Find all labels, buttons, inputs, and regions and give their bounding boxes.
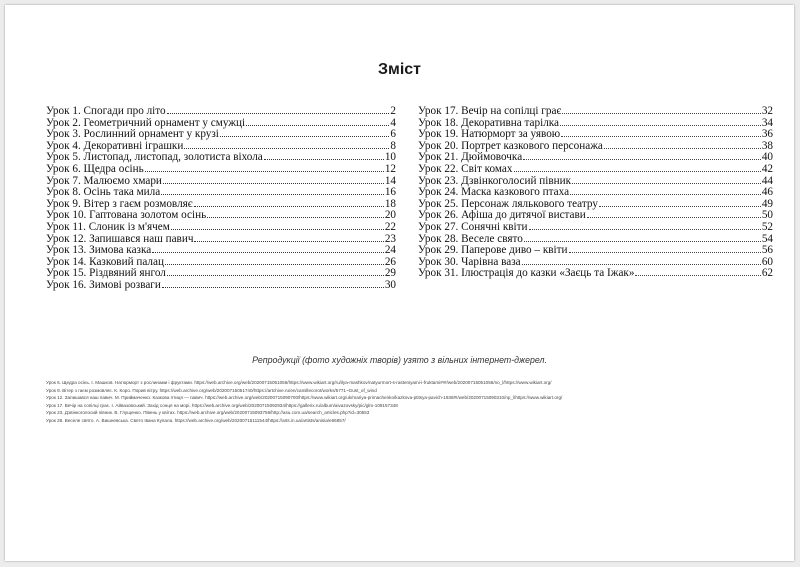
toc-entry[interactable] (418, 176, 773, 188)
dot-leader (246, 124, 389, 126)
toc-entry-label: Урок 19. Натюрморт за уявою (418, 129, 561, 141)
toc-entry-page: 52 (761, 221, 773, 233)
dot-leader (165, 263, 384, 265)
sources-list (46, 379, 766, 425)
dot-leader (572, 182, 761, 184)
toc-entry-label: Урок 23. Дзвінкоголосий півник (418, 175, 572, 187)
toc-entry-label: Урок 15. Різдвяний янгол (46, 268, 166, 280)
toc-entry-page: 18 (384, 198, 396, 210)
toc-right-column (418, 106, 773, 280)
toc-entry[interactable] (418, 199, 773, 211)
dot-leader (145, 170, 384, 172)
toc-entry-label: Урок 4. Декоративні іграшки (46, 140, 184, 152)
toc-entry-label: Урок 18. Декоративна тарілка (418, 117, 560, 129)
credit-note: Репродукції (фото художніх творів) узято з вільних інтернет-джерел. (252, 355, 547, 365)
source-line: Урок 6. Щедра осінь. І. Машков. Натюрморт з рослинами і фруктами. https://web.archive.org/web/20200715051056/https://www.wikiart.org/ru/ilya-mashkov/natyurmort-s-rasteniyami-i-fruktami#!#/web/20200715051056/no_l/https://www.wikiart.org/ (46, 380, 552, 385)
toc-entry[interactable] (418, 268, 773, 280)
toc-entry[interactable] (46, 222, 396, 234)
toc-entry-page: 32 (761, 106, 773, 117)
toc-entry-label: Урок 1. Спогади про літо (46, 106, 166, 117)
source-line: Урок 9. Вітер з гаєм розмовляє. К. Коро. Порив вітру. https://web.archive.org/web/20200715051740/https://artchive.ru/en/camillecorot/works/5771~Gust_of_wind (46, 387, 377, 393)
toc-entry-page: 40 (761, 152, 773, 164)
toc-entry-label: Урок 5. Листопад, листопад, золотиста віхола (46, 152, 263, 164)
toc-entry-label: Урок 3. Рослинний орнамент у крузі (46, 129, 219, 141)
toc-entry[interactable] (418, 152, 773, 164)
dot-leader (163, 182, 384, 184)
toc-entry-page: 38 (761, 140, 773, 152)
toc-entry-page: 24 (384, 245, 396, 257)
toc-entry-page: 10 (384, 152, 396, 164)
toc-entry[interactable] (418, 245, 773, 257)
toc-entry-page: 49 (761, 198, 773, 210)
toc-entry[interactable] (418, 106, 773, 118)
toc-entry-page: 14 (384, 175, 396, 187)
toc-entry-page: 2 (390, 106, 396, 117)
dot-leader (162, 286, 384, 288)
toc-entry-label: Урок 20. Портрет казкового персонажа (418, 140, 603, 152)
dot-leader (514, 170, 761, 172)
toc-entry-label: Урок 31. Ілюстрація до казки «Заєць та Їжак» (418, 268, 635, 280)
toc-entry[interactable] (46, 199, 396, 211)
toc-entry[interactable] (46, 187, 396, 199)
toc-entry-label: Урок 21. Дюймовочка (418, 152, 523, 164)
toc-entry[interactable] (418, 257, 773, 269)
toc-entry-label: Урок 2. Геометричний орнамент у смужці (46, 117, 246, 129)
toc-entry-page: 20 (384, 210, 396, 222)
toc-entry-page: 54 (761, 233, 773, 245)
toc-entry-page: 46 (761, 187, 773, 199)
document-page (5, 5, 794, 561)
toc-left-column (46, 106, 396, 292)
dot-leader (560, 124, 761, 126)
toc-entry-label: Урок 8. Осінь така мила (46, 187, 161, 199)
dot-leader (264, 158, 384, 160)
toc-entry-page: 16 (384, 187, 396, 199)
toc-entry-label: Урок 29. Паперове диво – квіти (418, 245, 568, 257)
source-line: Урок 17. Вечір на сопілці грає. І. Айвазовський. Захід сонця на морі. https://web.archive.org/web/20200715092934/https://gallerix.ru/album/aivazovsky/pic/glrx-108157348 (46, 402, 398, 408)
toc-entry-label: Урок 17. Вечір на сопілці грає (418, 106, 562, 117)
toc-entry[interactable] (46, 257, 396, 269)
page-title: Зміст (377, 61, 422, 78)
toc-entry-page: 22 (384, 221, 396, 233)
toc-entry-label: Урок 24. Маска казкового птаха (418, 187, 570, 199)
source-line: Урок 23. Дзвінкоголосий півник. В. Глущенко. Півень у квітах. https://web.archive.org/web/20200715093756/http://asu.com.ua/search_articles.php?id=30553 (46, 410, 370, 416)
toc-entry[interactable] (46, 176, 396, 188)
toc-entry-page: 4 (390, 117, 396, 129)
toc-entry-page: 30 (384, 279, 396, 291)
dot-leader (167, 112, 390, 114)
toc-entry-label: Урок 22. Світ комах (418, 163, 513, 175)
toc-entry-label: Урок 25. Персонаж лялькового театру (418, 198, 598, 210)
toc-entry-page: 6 (390, 129, 396, 141)
toc-entry-page: 56 (761, 245, 773, 257)
dot-leader (207, 216, 384, 218)
dot-leader (161, 193, 384, 195)
toc-entry[interactable] (46, 280, 396, 292)
dot-leader (184, 147, 389, 149)
toc-entry[interactable] (46, 141, 396, 153)
toc-entry-page: 50 (761, 210, 773, 222)
toc-entry-label: Урок 12. Запишався наш павич (46, 233, 194, 245)
dot-leader (524, 240, 761, 242)
dot-leader (194, 205, 384, 207)
toc-entry-page: 8 (390, 140, 396, 152)
dot-leader (569, 251, 761, 253)
toc-entry[interactable] (418, 164, 773, 176)
source-line: Урок 12. Запишався наш павич. М. Приймаченко. Казкова птиця — павич. https://web.archive.org/web/20200715090700/https://www.wikiart.org/uk/mariya-primachenko/kazkova-ptitsya-pavich-1936#!/web/20200715090310/np_l/https://www.wikiart.org/ (46, 395, 563, 401)
dot-leader (194, 240, 383, 242)
toc-entry-page: 29 (384, 268, 396, 280)
toc-entry[interactable] (46, 210, 396, 222)
toc-entry[interactable] (418, 141, 773, 153)
toc-entry[interactable] (46, 268, 396, 280)
dot-leader (587, 216, 761, 218)
dot-leader (635, 274, 760, 276)
dot-leader (171, 228, 384, 230)
toc-entry-label: Урок 16. Зимові розваги (46, 279, 161, 291)
toc-entry-label: Урок 11. Слоник із м'ячем (46, 221, 170, 233)
toc-entry-label: Урок 9. Вітер з гаєм розмовляє (46, 198, 193, 210)
toc-entry[interactable] (46, 106, 396, 118)
toc-entry-page: 36 (761, 129, 773, 141)
toc-entry-page: 42 (761, 163, 773, 175)
toc-entry-page: 23 (384, 233, 396, 245)
toc-entry-label: Урок 27. Сонячні квіти (418, 221, 528, 233)
toc-entry[interactable] (46, 129, 396, 141)
dot-leader (570, 193, 761, 195)
dot-leader (562, 112, 761, 114)
toc-entry-label: Урок 28. Веселе свято (418, 233, 523, 245)
toc-entry[interactable] (418, 118, 773, 130)
dot-leader (529, 228, 761, 230)
toc-entry[interactable] (46, 152, 396, 164)
toc-entry-label: Урок 26. Афіша до дитячої вистави (418, 210, 586, 222)
toc-entry[interactable] (418, 234, 773, 246)
toc-entry-page: 44 (761, 175, 773, 187)
toc-entry[interactable] (46, 164, 396, 176)
toc-entry[interactable] (418, 222, 773, 234)
toc-entry-label: Урок 13. Зимова казка (46, 245, 152, 257)
dot-leader (561, 135, 761, 137)
toc-entry-label: Урок 6. Щедра осінь (46, 163, 144, 175)
toc-entry[interactable] (418, 129, 773, 141)
dot-leader (599, 205, 761, 207)
toc-entry[interactable] (418, 187, 773, 199)
toc-entry-label: Урок 14. Казковий палац (46, 256, 164, 268)
source-line: Урок 28. Веселе свято. А. Вишневська. Свято Івана Купала. https://web.archive.org/web/20200715111544/https://arts.in.ua/artists/anisia/e66657/ (46, 417, 346, 423)
toc-entry-label: Урок 30. Чарівна ваза (418, 256, 521, 268)
dot-leader (220, 135, 390, 137)
toc-entry-label: Урок 7. Малюємо хмари (46, 175, 162, 187)
dot-leader (152, 251, 384, 253)
toc-entry[interactable] (418, 210, 773, 222)
toc-entry[interactable] (46, 234, 396, 246)
toc-entry[interactable] (46, 245, 396, 257)
toc-entry-page: 34 (761, 117, 773, 129)
toc-entry-page: 60 (761, 256, 773, 268)
toc-entry-page: 26 (384, 256, 396, 268)
toc-entry-page: 12 (384, 163, 396, 175)
dot-leader (523, 158, 761, 160)
toc-entry[interactable] (46, 118, 396, 130)
dot-leader (604, 147, 761, 149)
toc-entry-page: 62 (761, 268, 773, 280)
dot-leader (167, 274, 384, 276)
dot-leader (522, 263, 761, 265)
toc-entry-label: Урок 10. Гаптована золотом осінь (46, 210, 207, 222)
